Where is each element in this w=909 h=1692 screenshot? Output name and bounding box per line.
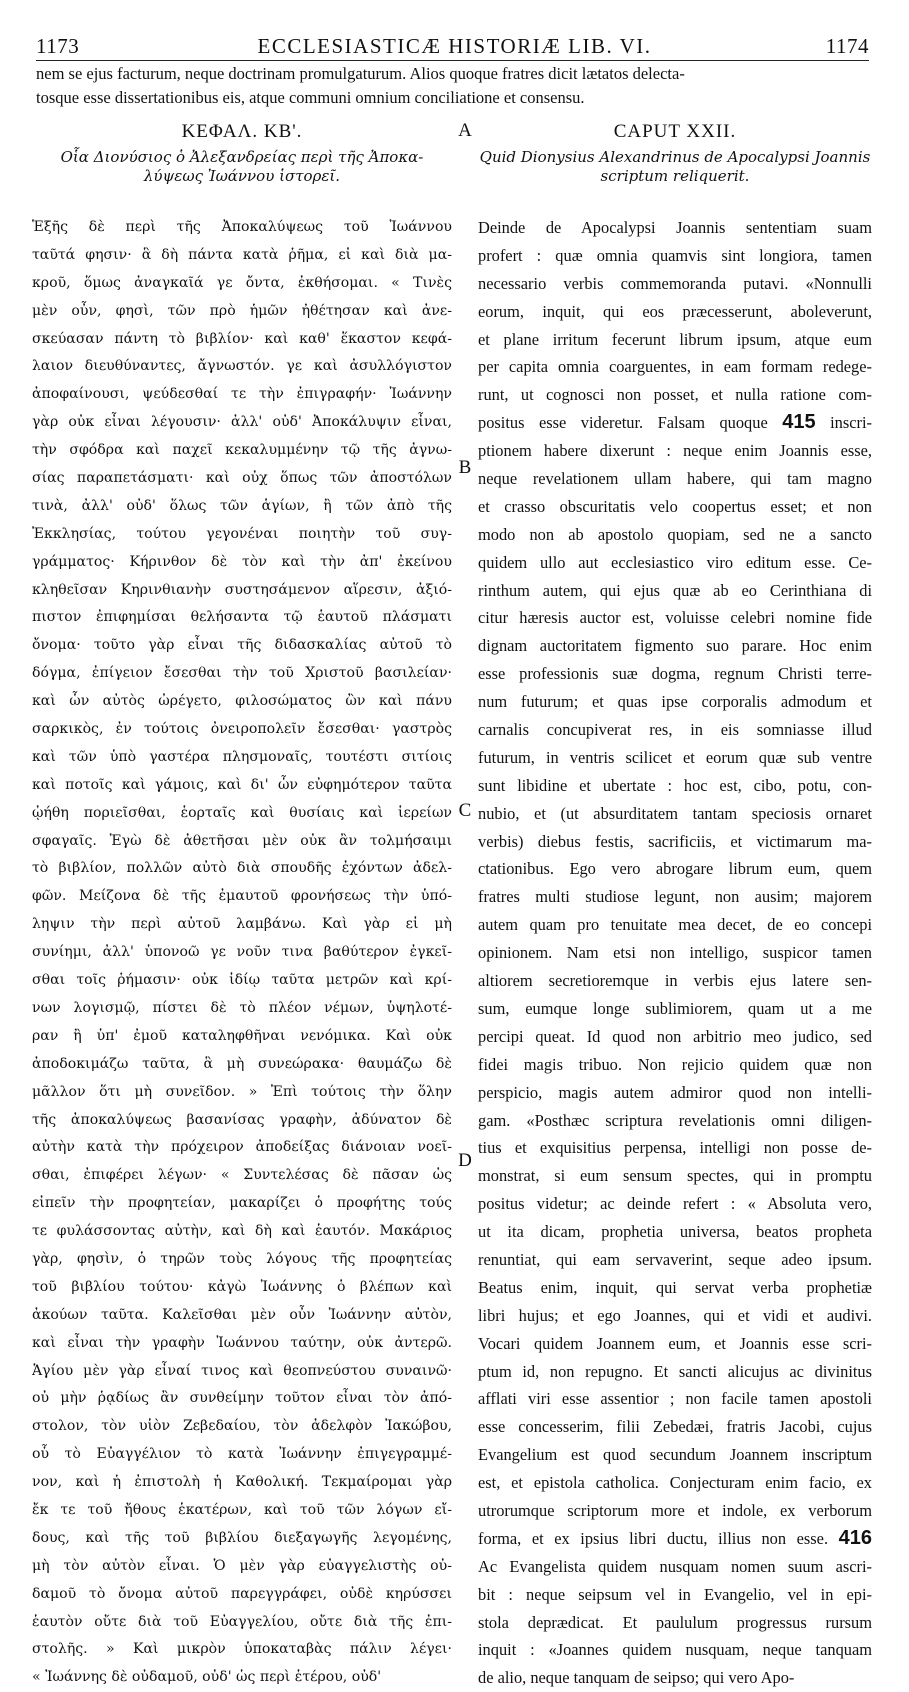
greek-subtitle-line: λύψεως Ἰωάννου ἱστορεῖ. bbox=[143, 167, 341, 185]
latin-text-line: nubio, et (ut absurditatem tantam speciosis ornaret bbox=[478, 803, 872, 823]
latin-text-line: rinthum autem, qui ejus quæ ab eo Cerinthiana di bbox=[478, 580, 872, 600]
column-number: 416 bbox=[838, 1526, 872, 1549]
latin-text-line: positus videtur; ac deinde refert : « Absoluta vero, bbox=[478, 1194, 872, 1214]
greek-text-line: γὰρ, φησὶν, ὁ τηρῶν τοὺς λόγους τῆς προφητείας bbox=[32, 1250, 452, 1267]
margin-mark-b: B bbox=[458, 457, 472, 478]
latin-text-line: renuntiat, qui eam servaverint, seque adeo ipsum. bbox=[478, 1249, 872, 1269]
latin-subtitle-line: Quid Dionysius Alexandrinus de Apocalypsi Joannis bbox=[479, 148, 871, 166]
latin-text-line: forma, et ex ipsius libri ductu, illius non esse. 416 bbox=[478, 1526, 872, 1549]
greek-text-line: γὰρ οὐκ εἶναι λέγουσιν· ἀλλ' οὐδ' Ἀποκάλυψιν εἶναι, bbox=[32, 414, 452, 431]
latin-text-line: gam. «Posthæc scriptura revelationis omni diligen- bbox=[478, 1110, 872, 1130]
margin-mark-c: C bbox=[458, 800, 472, 821]
column-number: 415 bbox=[782, 411, 816, 434]
latin-text-line: Deinde de Apocalypsi Joannis sententiam suam bbox=[478, 218, 872, 237]
latin-text-line: eorum, inquit, qui eos præcesserunt, aboleverunt, bbox=[478, 301, 872, 321]
greek-text-line: τοῦ βιβλίου τούτου· κἀγὼ Ἰωάννης ὁ βλέπων καὶ bbox=[32, 1278, 452, 1295]
greek-text-line: ληψιν τὴν περὶ αὐτοῦ λαμβάνω. Καὶ γὰρ εἰ μὴ bbox=[32, 916, 452, 933]
latin-text-line: afflati viri esse assentior ; non facile tamen apostoli bbox=[478, 1389, 872, 1409]
greek-text-line: « Ἰωάννης δὲ οὐδαμοῦ, οὐδ' ὡς περὶ ἑτέρου, οὐδ' bbox=[32, 1669, 382, 1686]
greek-text-line: νον, καὶ ἡ ἐπιστολὴ ἡ Καθολική. Τεκμαίρομαι γὰρ bbox=[32, 1474, 452, 1491]
greek-text-line: ραν ἢ ὑπ' ἐμοῦ καταληφθῆναι νενόμικα. Καὶ οὐκ bbox=[32, 1027, 452, 1044]
greek-text-line: σθαι τοῖς ῥήμασιν· οὐκ ἰδίῳ ταῦτα μετρῶν καὶ κρί- bbox=[32, 972, 452, 989]
latin-text-line: stola deprædicat. Et paululum progressus rursum bbox=[478, 1612, 872, 1632]
latin-subtitle-line: scriptum reliquerit. bbox=[600, 167, 750, 185]
greek-text-line: τῆς ἀποκαλύψεως βασανίσας γραφὴν, ἀδύνατον δὲ bbox=[32, 1111, 452, 1128]
greek-text-line: δόγμα, ἐπίγειον ἔσεσθαι τὴν τοῦ Χριστοῦ βασιλείαν· bbox=[32, 665, 452, 682]
latin-text-line: citur hæresis auctor est, voluisse celebri nomine fide bbox=[478, 608, 872, 628]
latin-text-line: et plane irritum fecerunt librum ipsum, atque eum bbox=[478, 329, 872, 349]
latin-text-line: libri hujus; et ego Joannes, qui et vidi et audivi. bbox=[478, 1305, 872, 1325]
intro-line: nem se ejus facturum, neque doctrinam promulgaturum. Alios quoque fratres dicit lætatos delecta- bbox=[36, 64, 685, 83]
latin-text-line: opinionem. Nam etsi non intelligo, suspicor tamen bbox=[478, 943, 872, 963]
latin-text-line: fratres multi studiose legunt, non ausim; majorem bbox=[478, 887, 872, 907]
greek-text-line: ἀποδοκιμάζω ταῦτα, ἃ μὴ συνεώρακα· θαυμάζω δὲ bbox=[32, 1055, 452, 1072]
latin-text-line: dignam auctoritatem figmento suo parare. Hoc enim bbox=[478, 636, 872, 656]
latin-text-line: ptionem habere dixerunt : neque enim Joannis esse, bbox=[478, 441, 872, 461]
greek-text-line: μὲν οὖν, φησὶ, τῶν πρὸ ἡμῶν ἠθέτησαν καὶ ἀνε- bbox=[32, 302, 452, 319]
greek-text-line: Ἑξῆς δὲ περὶ τῆς Ἀποκαλύψεως τοῦ Ἰωάννου bbox=[32, 219, 452, 235]
latin-text-line: positus esse videretur. Falsam quoque 415 inscri- bbox=[478, 411, 872, 434]
greek-text-line: σαρκικὸς, ἐν τούτοις ὀνειροπολεῖν ἔσεσθαι· γαστρὸς bbox=[32, 721, 452, 738]
latin-text-line: autem quam pro tenuitate mea decet, de eo concepi bbox=[478, 915, 872, 935]
greek-text-line: καὶ ὧν αὐτὸς ὠρέγετο, φιλοσώματος ὢν καὶ πάνυ bbox=[32, 693, 452, 710]
latin-text-line: sum, eumque longe sublimiorem, quam ut a me bbox=[478, 998, 872, 1018]
page-number-left: 1173 bbox=[36, 34, 80, 58]
greek-text-line: ἔκ τε τοῦ ἤθους ἑκατέρων, καὶ τοῦ τῶν λόγων εἴ- bbox=[32, 1501, 452, 1518]
greek-text-line: ἀκούων ταῦτα. Καλεῖσθαι μὲν οὖν Ἰωάννην αὐτὸν, bbox=[32, 1306, 452, 1323]
greek-text-line: σίας παραπετάσματι· καὶ οὐχ ὅπως τῶν ἀποστόλων bbox=[32, 470, 452, 487]
greek-text-line: αὐτὴν κατὰ τὴν πρόχειρον ἀποδείξας διάνοιαν νοεῖ- bbox=[32, 1139, 452, 1156]
page-number-right: 1174 bbox=[825, 34, 869, 58]
greek-text-line: ἀποφαίνουσι, ψεύδεσθαί τε τὴν ἐπιγραφήν· Ἰωάννην bbox=[32, 386, 452, 403]
latin-text-line: ptum id, non repugno. Et sancti alicujus ac divinitus bbox=[478, 1361, 872, 1381]
margin-mark-a: A bbox=[458, 120, 472, 141]
latin-text-line: modo non ab apostolo quopiam, sed ne a sancto bbox=[478, 524, 872, 544]
latin-text-line: Beatus enim, inquit, qui servat verba prophetiæ bbox=[478, 1277, 872, 1297]
running-title: ECCLESIASTICÆ HISTORIÆ LIB. VI. bbox=[257, 34, 652, 58]
latin-text-line: percipi queat. Id quod non arbitrio meo judico, sed bbox=[478, 1026, 872, 1046]
greek-text-line: ταῦτά φησιν· ἃ δὴ πάντα κατὰ ῥῆμα, εἰ καὶ διὰ μα- bbox=[32, 246, 452, 263]
greek-text-line: κληθεῖσαν Κηρινθιανὴν συστησάμενον αἵρεσιν, ἀξιό- bbox=[32, 581, 452, 598]
greek-text-line: λαιον διευθύναντες, ἄγνωστόν. γε καὶ ἀσυλλόγιστον bbox=[32, 358, 452, 375]
greek-text-line: στολον, τὸν υἱὸν Ζεβεδαίου, τὸν ἀδελφὸν Ἰακώβου, bbox=[32, 1418, 452, 1435]
intro-paragraph bbox=[36, 62, 869, 110]
greek-text-line: μᾶλλον ὅτι μὴ συνεῖδον. » Ἐπὶ τούτοις τὴν ὅλην bbox=[32, 1083, 452, 1100]
greek-subtitle-line: Οἷα Διονύσιος ὁ Ἀλεξανδρείας περὶ τῆς Ἀποκα- bbox=[60, 148, 424, 166]
greek-text-line: τινὰ, ἀλλ' οὐδ' ὅλως τῶν ἁγίων, ἢ τῶν ἀπὸ τῆς bbox=[32, 497, 452, 514]
latin-text-line: runt, ut cognosci non posset, et nulla ratione com- bbox=[478, 385, 872, 405]
greek-text-line: εἰπεῖν τὴν προφητείαν, μακαρίζει ὁ προφήτης τούς bbox=[32, 1195, 452, 1212]
latin-chapter-subtitle bbox=[478, 148, 872, 186]
greek-text-line: μὴ τὸν αὐτὸν εἶναι. Ὁ μὲν γὰρ εὐαγγελιστὴς οὐ- bbox=[32, 1557, 452, 1574]
greek-text-line: κροῦ, ὅμως ἀναγκαῖά γε ὄντα, ἐκθήσομαι. « Τινὲς bbox=[32, 274, 452, 291]
latin-text-line: Vocari quidem Joannem eum, et Joannis esse scri- bbox=[478, 1333, 872, 1353]
latin-text-line: esse concesserim, filii Zebedæi, fratris Jacobi, cujus bbox=[478, 1417, 872, 1437]
greek-text-line: σφαγαῖς. Ἐγὼ δὲ ἀθετῆσαι μὲν οὐκ ἂν τολμήσαιμι bbox=[32, 832, 452, 849]
greek-text-body bbox=[32, 214, 452, 1692]
greek-text-line: τε φυλάσσοντας αὐτὴν, καὶ δὴ καὶ ἑαυτόν. Μακάριος bbox=[32, 1223, 452, 1240]
latin-text-line: verbis) diebus festis, sacrificiis, et victimarum ma- bbox=[478, 831, 872, 851]
greek-text-line: σκεύασαν πάντη τὸ βιβλίον· καὶ καθ' ἕκαστον κεφά- bbox=[32, 330, 452, 347]
latin-text-line: tius et exquisitius perpensa, intelligi non posse de- bbox=[478, 1138, 872, 1158]
greek-text-line: συνίημι, ἀλλ' ὑπονοῶ γε νοῦν τινα βαθύτερον ἐγκεῖ- bbox=[32, 944, 452, 961]
latin-text-line: bit : neque seipsum vel in Evangelio, vel in epi- bbox=[478, 1584, 872, 1604]
latin-text-line: sunt libidine et ubertate : hoc est, cibo, potu, con- bbox=[478, 775, 872, 795]
greek-text-line: καὶ τῶν ὑπὸ γαστέρα πλησμοναῖς, τουτέστι σιτίοις bbox=[32, 748, 452, 765]
latin-text-body bbox=[478, 214, 872, 1692]
latin-text-line: ut ita dicam, prophetia universa, beatos propheta bbox=[478, 1222, 872, 1242]
latin-text-line: est, et epistola catholica. Conjecturam enim facio, ex bbox=[478, 1473, 872, 1493]
latin-text-line: perspicio, magis autem admiror quod non intelli- bbox=[478, 1082, 872, 1102]
greek-text-line: σθαι, ἐπιφέρει λέγων· « Συντελέσας δὲ πᾶσαν ὡς bbox=[32, 1167, 452, 1184]
latin-column bbox=[478, 118, 872, 1692]
greek-text-line: ἑαυτὸν οὔτε διὰ τοῦ Εὐαγγελίου, οὔτε διὰ τῆς ἐπι- bbox=[32, 1613, 452, 1630]
greek-text-line: πιστον ἐπιφημίσαι θελήσαντα τῷ ἑαυτοῦ πλάσματι bbox=[32, 609, 452, 626]
greek-column bbox=[32, 118, 452, 1692]
greek-text-line: Ἁγίου μὲν γὰρ εἶναί τινος καὶ θεοπνεύστου συναινῶ· bbox=[32, 1362, 452, 1379]
greek-text-line: οὐ μὴν ῥᾳδίως ἂν συνθείμην τοῦτον εἶναι τὸν ἀπό- bbox=[32, 1390, 452, 1407]
latin-text-line: per capita omnia coarguentes, in eam formam redege- bbox=[478, 357, 872, 377]
latin-text-line: num futurum; et quas ipse corporalis admodum et bbox=[478, 692, 872, 712]
latin-text-line: monstrat, si eum sensum spectes, qui in promptu bbox=[478, 1166, 872, 1186]
latin-text-line: et crasso obscuritatis velo coopertus esset; et non bbox=[478, 496, 872, 516]
greek-text-line: οὗ τὸ Εὐαγγέλιον τὸ κατὰ Ἰωάννην ἐπιγεγραμμέ- bbox=[32, 1446, 452, 1463]
latin-text-line: fidei magis tribuo. Non rejicio quidem quæ non bbox=[478, 1054, 872, 1074]
latin-text-line: profert : quæ omnia quamvis sint longiora, tamen bbox=[478, 245, 872, 265]
latin-text-line: Ac Evangelista quidem nusquam nomen suum ascri- bbox=[478, 1556, 872, 1576]
latin-text-line: utrorumque scriptorum more et indole, ex verborum bbox=[478, 1500, 872, 1520]
greek-chapter-heading: ΚΕΦΑΛ. ΚΒ'. bbox=[181, 121, 303, 142]
latin-text-line: Evangelium est quod secundum Joannem inscriptum bbox=[478, 1445, 872, 1465]
greek-text-line: Ἐκκλησίας, τούτου γεγονέναι ποιητὴν τοῦ συγ- bbox=[32, 525, 452, 542]
latin-text-line: ctationibus. Ego vero abrogare librum eum, quem bbox=[478, 859, 872, 879]
greek-text-line: καὶ ποτοῖς καὶ γάμοις, καὶ δι' ὧν εὐφημότερον ταῦτα bbox=[32, 776, 452, 793]
greek-text-line: γράμματος· Κήρινθον δὲ τὸν καὶ τὴν ἀπ' ἐκείνου bbox=[32, 553, 452, 570]
greek-text-line: καὶ εἶναι τὴν γραφὴν Ἰωάννου ταύτην, οὐκ ἀντερῶ. bbox=[32, 1334, 452, 1351]
greek-text-line: ᾠήθη ποριεῖσθαι, ἑορταῖς καὶ θυσίαις καὶ ἱερείων bbox=[32, 804, 452, 821]
greek-chapter-subtitle bbox=[32, 148, 452, 186]
greek-text-line: τὴν σφόδρα καὶ παχεῖ κεκαλυμμένην τῷ τῆς ἀγνω- bbox=[32, 442, 452, 459]
intro-line: tosque esse dissertationibus eis, atque communi omnium conciliatione et consensu. bbox=[36, 88, 585, 107]
greek-text-line: τὸ βιβλίον, πολλῶν αὐτὸ διὰ σπουδῆς ἐχόντων ἀδελ- bbox=[32, 860, 452, 877]
latin-text-line: futurum, in ventris scilicet et eorum quæ sub ventre bbox=[478, 747, 872, 767]
header-rule bbox=[36, 60, 869, 61]
greek-text-line: στολῆς. » Καὶ μικρὸν ὑποκαταβὰς πάλιν λέγει· bbox=[32, 1641, 452, 1658]
greek-text-line: νων λογισμῷ, πίστει δὲ τὸ πλέον νέμων, ὑψηλοτέ- bbox=[32, 999, 452, 1016]
latin-text-line: neque revelationem ullam habere, qui tam magno bbox=[478, 469, 872, 489]
latin-text-line: quidem ullo aut ecclesiastico viro editum esse. Ce- bbox=[478, 552, 872, 572]
latin-text-line: inquit : «Joannes quidem nusquam, neque tanquam bbox=[478, 1640, 872, 1660]
latin-text-line: de alio, neque tanquam de seipso; qui vero Apo- bbox=[478, 1668, 795, 1688]
margin-mark-d: D bbox=[458, 1150, 472, 1171]
greek-text-line: δους, καὶ τῆς τοῦ βιβλίου διεξαγωγῆς λεγομένης, bbox=[32, 1529, 452, 1546]
greek-text-line: δαμοῦ τὸ ὄνομα αὐτοῦ παρεγγράφει, οὐδὲ κηρύσσει bbox=[32, 1585, 452, 1602]
latin-text-line: necessario verbis commemoranda putavi. «Nonnulli bbox=[478, 273, 872, 293]
latin-chapter-heading: CAPUT XXII. bbox=[613, 121, 737, 142]
greek-text-line: ὄνομα· τοῦτο γὰρ εἶναι τῆς διδασκαλίας αὐτοῦ τὸ bbox=[32, 637, 452, 654]
latin-text-line: altiorem secretioremque in verbis ejus latere sen- bbox=[478, 971, 872, 991]
latin-text-line: esse professionis suæ dogma, regnum Christi terre- bbox=[478, 664, 872, 684]
latin-text-line: carnalis concupiverat res, in eis somniasse illud bbox=[478, 720, 872, 740]
greek-text-line: φῶν. Μείζονα δὲ τῆς ἐμαυτοῦ φρονήσεως τὴν ὑπό- bbox=[32, 888, 452, 905]
